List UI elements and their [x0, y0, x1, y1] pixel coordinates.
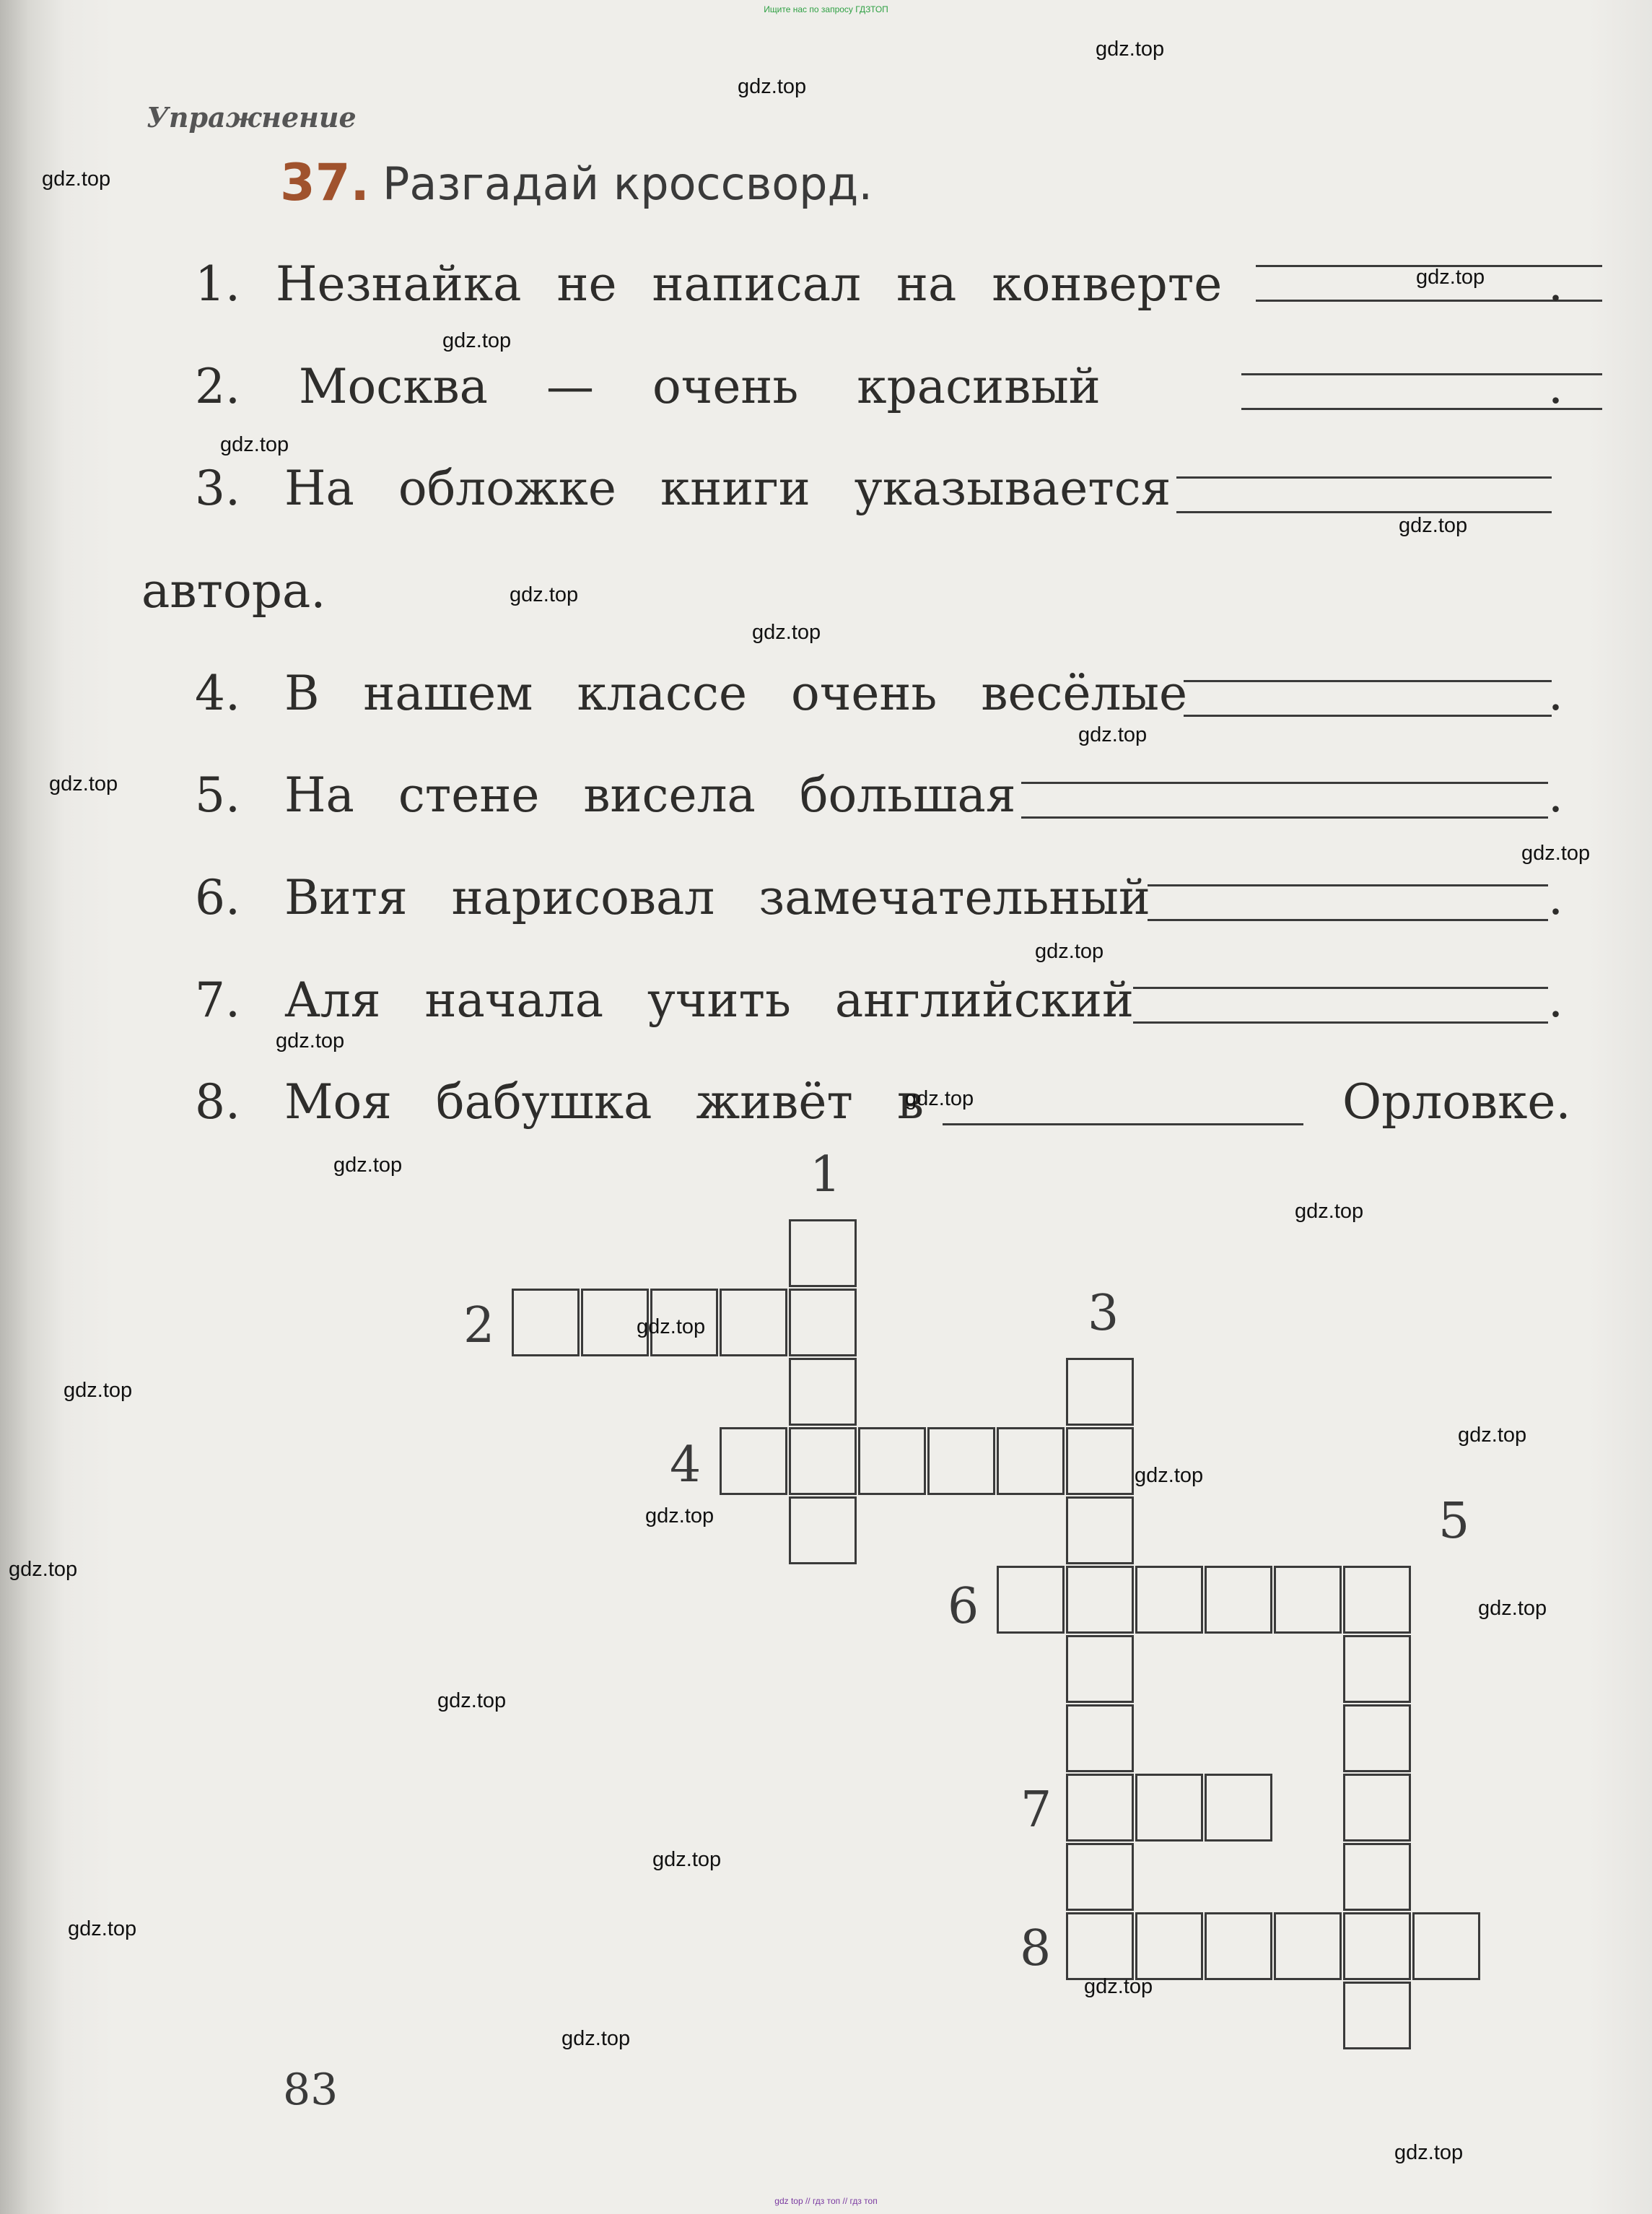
crossword-number-5: 5 [1438, 1493, 1470, 1550]
crossword-cell[interactable] [1066, 1358, 1134, 1426]
crossword-cell[interactable] [1135, 1912, 1203, 1980]
watermark: gdz.top [738, 75, 807, 98]
crossword-cell[interactable] [858, 1427, 926, 1495]
watermark: gdz.top [652, 1848, 722, 1871]
watermark: gdz.top [752, 621, 821, 644]
clue-2-text: 2. Москва — очень красивый [195, 359, 1101, 414]
exercise-title: Разгадай кроссворд. [383, 157, 873, 210]
clue-6-text: 6. Витя нарисовал замечательный [195, 870, 1150, 925]
crossword-cell[interactable] [1412, 1912, 1480, 1980]
exercise-number: 37. [280, 153, 370, 212]
watermark: gdz.top [1521, 842, 1591, 865]
watermark: gdz.top [905, 1087, 974, 1110]
crossword-cell[interactable] [1135, 1774, 1203, 1842]
crossword-cell[interactable] [1066, 1566, 1134, 1634]
crossword-cell[interactable] [1205, 1774, 1272, 1842]
crossword-cell[interactable] [1205, 1566, 1272, 1634]
blank-line [1184, 680, 1552, 682]
crossword-cell[interactable] [1066, 1635, 1134, 1703]
watermark: gdz.top [1078, 723, 1148, 746]
crossword-cell[interactable] [789, 1427, 857, 1495]
crossword-cell[interactable] [512, 1289, 580, 1356]
crossword-number-8: 8 [1020, 1920, 1052, 1977]
watermark: gdz.top [42, 167, 111, 191]
clue-3-tail: автора. [141, 563, 326, 619]
crossword-number-2: 2 [463, 1297, 495, 1354]
watermark: gdz.top [9, 1558, 78, 1581]
clue-6-period: . [1548, 870, 1563, 925]
clue-5-text: 5. На стене висела большая [195, 767, 1016, 823]
watermark: gdz.top [442, 329, 512, 352]
crossword-cell[interactable] [997, 1566, 1065, 1634]
watermark: gdz.top [1394, 2141, 1464, 2164]
crossword-cell[interactable] [789, 1358, 857, 1426]
watermark: gdz.top [1399, 514, 1468, 537]
clue-2-period: . [1548, 359, 1563, 414]
clue-1-text: 1. Незнайка не написал на конверте [195, 256, 1223, 312]
watermark: gdz.top [1478, 1597, 1547, 1620]
crossword-cell[interactable] [1343, 1635, 1411, 1703]
watermark: gdz.top [49, 772, 118, 796]
watermark: gdz.top [637, 1315, 706, 1338]
crossword-cell[interactable] [789, 1496, 857, 1564]
watermark: gdz.top [1035, 940, 1104, 963]
crossword-cell[interactable] [789, 1289, 857, 1356]
crossword-cell[interactable] [1343, 1982, 1411, 2049]
crossword-number-7: 7 [1021, 1782, 1052, 1839]
crossword-cell[interactable] [1343, 1566, 1411, 1634]
watermark: gdz.top [333, 1154, 403, 1177]
watermark: gdz.top [1295, 1200, 1364, 1223]
crossword-cell[interactable] [1343, 1704, 1411, 1772]
blank-line [1021, 782, 1548, 784]
clue-7-text: 7. Аля начала учить английский [195, 972, 1134, 1028]
watermark: gdz.top [1084, 1975, 1153, 1998]
watermark: gdz.top [68, 1917, 137, 1940]
clue-8-ending: Орловке. [1342, 1074, 1571, 1130]
watermark: gdz.top [645, 1504, 714, 1527]
answer-line-4[interactable] [1184, 715, 1552, 717]
crossword-cell[interactable] [1274, 1566, 1342, 1634]
watermark: gdz.top [510, 583, 579, 606]
section-label: Упражнение [147, 101, 357, 134]
crossword-cell[interactable] [1274, 1912, 1342, 1980]
watermark: gdz.top [1458, 1424, 1527, 1447]
crossword-cell[interactable] [789, 1219, 857, 1287]
watermark: gdz.top [1135, 1464, 1204, 1487]
crossword-cell[interactable] [1066, 1496, 1134, 1564]
top-banner[interactable]: Ищите нас по запросу ГДЗТОП [764, 4, 888, 14]
page-number: 83 [283, 2065, 338, 2115]
answer-line-6[interactable] [1148, 919, 1548, 921]
crossword-number-6: 6 [948, 1578, 979, 1635]
clue-3-text: 3. На обложке книги указывается [195, 461, 1171, 516]
crossword-cell[interactable] [927, 1427, 995, 1495]
watermark: gdz.top [276, 1029, 345, 1052]
clue-1-period: . [1548, 256, 1563, 312]
crossword-cell[interactable] [1066, 1912, 1134, 1980]
crossword-cell[interactable] [720, 1427, 787, 1495]
crossword-cell[interactable] [1066, 1427, 1134, 1495]
clue-5-period: . [1548, 767, 1563, 823]
clue-7-period: . [1548, 972, 1563, 1028]
watermark: gdz.top [220, 433, 289, 456]
crossword-cell[interactable] [1066, 1704, 1134, 1772]
clue-4-period: . [1548, 666, 1563, 721]
crossword-number-1: 1 [810, 1146, 842, 1203]
clue-4-text: 4. В нашем классе очень весёлые [195, 666, 1188, 721]
answer-line-7[interactable] [1133, 1021, 1548, 1024]
crossword-number-3: 3 [1088, 1285, 1119, 1342]
crossword-cell[interactable] [1205, 1912, 1272, 1980]
crossword-number-4: 4 [670, 1437, 702, 1494]
watermark: gdz.top [64, 1379, 133, 1402]
crossword-cell[interactable] [997, 1427, 1065, 1495]
crossword-cell[interactable] [1343, 1912, 1411, 1980]
answer-line-8[interactable] [943, 1123, 1303, 1125]
answer-line-5[interactable] [1021, 816, 1548, 819]
watermark: gdz.top [437, 1689, 507, 1712]
crossword-cell[interactable] [1066, 1774, 1134, 1842]
watermark: gdz.top [561, 2027, 631, 2050]
clue-8-text: 8. Моя бабушка живёт в [195, 1074, 925, 1130]
crossword-cell[interactable] [720, 1289, 787, 1356]
blank-line [1176, 476, 1552, 479]
watermark: gdz.top [1096, 38, 1165, 61]
crossword-cell[interactable] [1066, 1843, 1134, 1911]
answer-line-3[interactable] [1176, 511, 1552, 513]
bottom-banner[interactable]: gdz top // гдз топ // гдз топ [774, 2196, 878, 2206]
crossword-cell[interactable] [1135, 1566, 1203, 1634]
blank-line [1133, 987, 1548, 989]
crossword-cell[interactable] [1343, 1843, 1411, 1911]
blank-line [1148, 884, 1548, 886]
crossword-cell[interactable] [1343, 1774, 1411, 1842]
watermark: gdz.top [1416, 266, 1485, 289]
